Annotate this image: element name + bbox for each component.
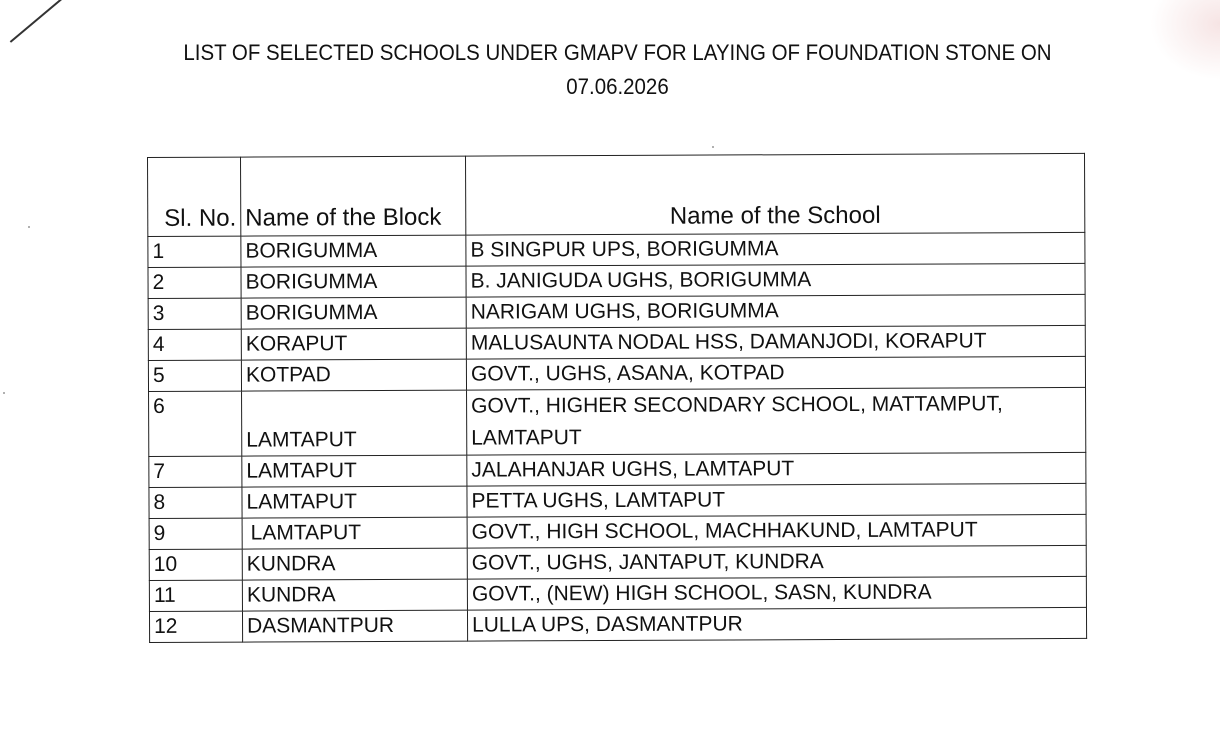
header-block: Name of the Block xyxy=(241,156,466,236)
row-block: KOTPAD xyxy=(241,359,466,391)
row-sl-no: 4 xyxy=(148,329,241,360)
row-sl-no: 5 xyxy=(148,360,241,391)
row-school: PETTA UGHS, LAMTAPUT xyxy=(467,483,1086,517)
header-sl-no: Sl. No. xyxy=(148,157,241,236)
row-block: LAMTAPUT xyxy=(242,390,467,456)
title-line-1: LIST OF SELECTED SCHOOLS UNDER GMAPV FOR LAYING OF FOUNDATION STONE ON xyxy=(183,40,1052,65)
row-school: MALUSAUNTA NODAL HSS, DAMANJODI, KORAPUT xyxy=(466,325,1085,359)
row-sl-no: 9 xyxy=(149,518,242,549)
row-sl-no: 2 xyxy=(148,267,241,298)
row-sl-no: 3 xyxy=(148,298,241,329)
header-school: Name of the School xyxy=(465,153,1084,235)
row-block: KUNDRA xyxy=(242,548,467,580)
row-school: B. JANIGUDA UGHS, BORIGUMMA xyxy=(466,263,1085,297)
title-line-2: 07.06.2026 xyxy=(566,74,669,99)
row-sl-no: 11 xyxy=(149,580,242,611)
row-sl-no: 10 xyxy=(149,549,242,580)
table-row xyxy=(148,294,1085,329)
row-sl-no: 8 xyxy=(149,487,242,518)
table-row xyxy=(148,325,1085,360)
row-school: GOVT., UGHS, JANTAPUT, KUNDRA xyxy=(467,545,1086,579)
row-school: GOVT., HIGHER SECONDARY SCHOOL, MATTAMPUT, LAMTAPUT xyxy=(467,387,1086,455)
row-block: LAMTAPUT xyxy=(242,486,467,518)
row-block: KUNDRA xyxy=(242,579,467,611)
row-school: GOVT., (NEW) HIGH SCHOOL, SASN, KUNDRA xyxy=(467,576,1086,610)
row-block: BORIGUMMA xyxy=(241,266,466,298)
row-sl-no: 12 xyxy=(149,611,242,642)
row-school: NARIGAM UGHS, BORIGUMMA xyxy=(466,294,1085,328)
scan-speck xyxy=(712,146,714,148)
schools-table xyxy=(147,153,1087,643)
row-block: LAMTAPUT xyxy=(242,517,467,549)
table-row xyxy=(149,576,1086,611)
table-row xyxy=(149,483,1086,518)
row-sl-no: 6 xyxy=(149,391,242,456)
row-block: KORAPUT xyxy=(241,328,466,360)
row-block: LAMTAPUT xyxy=(242,455,467,487)
table-header-row xyxy=(148,153,1085,236)
scan-edge-line xyxy=(10,0,65,43)
table-row xyxy=(148,263,1085,298)
table-row xyxy=(149,607,1086,642)
row-school: GOVT., UGHS, ASANA, KOTPAD xyxy=(466,356,1085,390)
table-row xyxy=(148,232,1085,267)
row-block: BORIGUMMA xyxy=(241,235,466,267)
table-row xyxy=(149,545,1086,580)
document-title xyxy=(183,36,1053,104)
row-school: JALAHANJAR UGHS, LAMTAPUT xyxy=(467,452,1086,486)
row-school: GOVT., HIGH SCHOOL, MACHHAKUND, LAMTAPUT xyxy=(467,514,1086,548)
scan-speck xyxy=(3,392,5,394)
row-school: B SINGPUR UPS, BORIGUMMA xyxy=(466,232,1085,266)
scan-speck xyxy=(28,226,30,228)
table-row xyxy=(149,387,1086,456)
row-sl-no: 7 xyxy=(149,456,242,487)
table-row xyxy=(148,356,1085,391)
row-school: LULLA UPS, DASMANTPUR xyxy=(467,607,1086,641)
table-row xyxy=(149,514,1086,549)
row-block: BORIGUMMA xyxy=(241,297,466,329)
row-sl-no: 1 xyxy=(148,236,241,267)
row-block: DASMANTPUR xyxy=(242,610,467,642)
table-row xyxy=(149,452,1086,487)
scan-shadow xyxy=(1150,0,1220,80)
